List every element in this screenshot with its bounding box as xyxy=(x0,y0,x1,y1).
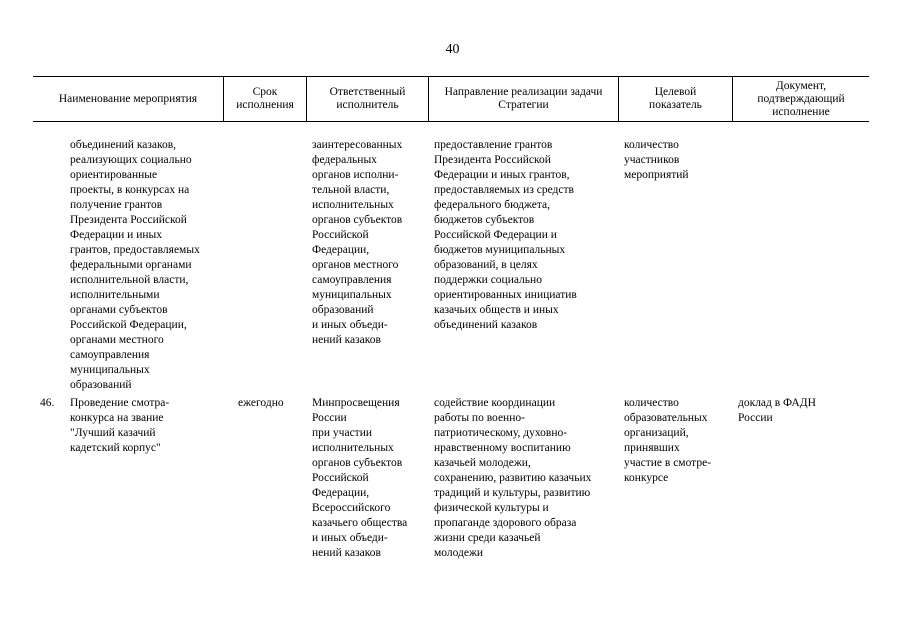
header-deadline: Срок исполнения xyxy=(236,86,294,111)
header-event: Наименование мероприятия xyxy=(58,92,198,105)
row-event: объединений казаков, реализующих социально ориентированные проекты, в конкурсах на получение грантов Президента Российской Федерации и иных грантов, предоставляемых федеральными органами исполнительной власти, исполнительными органами субъектов Российской Федерации, органами местного самоуправления муниципальных образований xyxy=(70,139,200,391)
table-header-rule xyxy=(33,121,869,122)
page-number: 40 xyxy=(445,42,460,57)
header-executor: Ответственный исполнитель xyxy=(329,86,406,111)
header-indicator: Целевой показатель xyxy=(649,86,702,111)
row-deadline: ежегодно xyxy=(238,397,284,409)
row-direction: предоставление грантов Президента Российской Федерации и иных грантов, предоставляемых из средств федерального бюджета, бюджетов субъектов Российской Федерации и бюджетов муниципальных образований, в целях поддержки социально ориентированных инициатив казачьих обществ и иных объединений казаков xyxy=(434,139,577,331)
row-document: доклад в ФАДН России xyxy=(738,397,816,424)
header-document: Документ, подтверждающий исполнение xyxy=(757,79,845,118)
row-indicator: количество участников мероприятий xyxy=(624,139,689,181)
row-executor: Минпросвещения России при участии исполнительных органов субъектов Российской Федерации, Всероссийского казачьего общества и иных объеди- нений казаков xyxy=(312,397,408,559)
row-indicator: количество образовательных организаций, принявших участие в смотре- конкурсе xyxy=(624,397,712,484)
header-direction: Направление реализации задачи Стратегии xyxy=(444,86,603,111)
row-event: Проведение смотра- конкурса на звание "Лучший казачий кадетский корпус" xyxy=(70,397,170,454)
row-direction: содействие координации работы по военно- патриотическому, духовно- нравственному воспитанию казачьей молодежи, сохранению, развитию казачьих традиций и культуры, развитию физической культуры и пропаганде здорового образа жизни среди казачьей молодежи xyxy=(434,397,592,559)
row-number: 46. xyxy=(40,397,55,409)
row-executor: заинтересованных федеральных органов исполни- тельной власти, исполнительных органов субъектов Российской Федерации, органов местного самоуправления муниципальных образований и иных объеди- нений казаков xyxy=(312,139,403,346)
